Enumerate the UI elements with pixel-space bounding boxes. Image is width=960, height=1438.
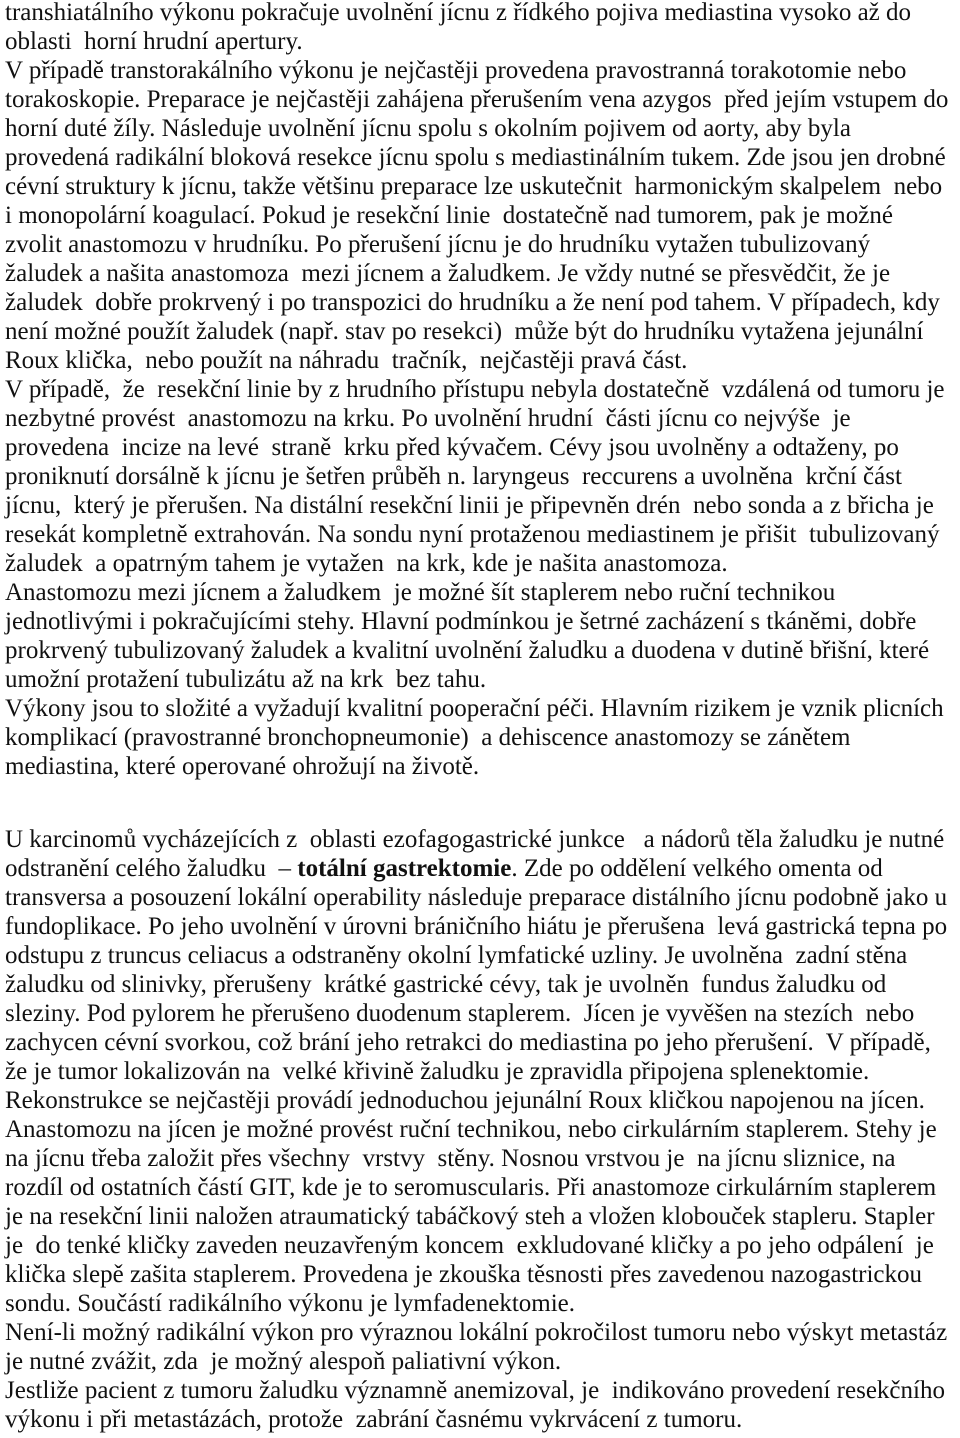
section-gastrectomy-text [5, 825, 960, 1434]
text-segment: Anastomozu mezi jícnem a žaludkem je možné šít staplerem nebo ruční technikou [5, 579, 836, 606]
paragraph [5, 0, 960, 56]
text-line [5, 999, 960, 1028]
text-line [5, 1057, 960, 1086]
text-segment: je nutné zvážit, zda je možný alespoň paliativní výkon. [5, 1348, 562, 1375]
text-segment: provedena incize na levé straně krku před kývačem. Cévy jsou uvolněny a odtaženy, po [5, 434, 899, 461]
text-line [5, 0, 960, 27]
text-line [5, 404, 960, 433]
text-segment: je na resekční linii naložen atraumatický tabáčkový steh a vložen klobouček stapleru. Stapler [5, 1203, 935, 1230]
text-segment: provedená radikální bloková resekce jícnu spolu s mediastinálním tukem. Zde jsou jen drobné [5, 144, 946, 171]
text-line [5, 317, 960, 346]
text-segment: Rekonstrukce se nejčastěji provádí jednoduchou jejunální Roux kličkou napojenou na jícen. [5, 1087, 925, 1114]
bold-term: totální gastrektomie [297, 855, 512, 882]
text-segment: cévní struktury k jícnu, takže většinu preparace lze uskutečnit harmonickým skalpelem nebo [5, 173, 943, 200]
text-segment: je do tenké kličky zaveden neuzavřeným koncem exkludované kličky a po jeho odpálení je [5, 1232, 934, 1259]
text-line [5, 1144, 960, 1173]
text-segment: sleziny. Pod pylorem he přerušeno duodenum staplerem. Jícen je vyvěšen na stezích nebo [5, 1000, 915, 1027]
text-segment: Výkony jsou to složité a vyžadují kvalitní pooperační péči. Hlavním rizikem je vznik plicních [5, 695, 944, 722]
text-line [5, 85, 960, 114]
text-line [5, 230, 960, 259]
text-line [5, 549, 960, 578]
text-line [5, 665, 960, 694]
text-segment: i monopolární koagulací. Pokud je resekční linie dostatečně nad tumorem, pak je možné [5, 202, 893, 229]
text-segment: zvolit anastomozu v hrudníku. Po přerušení jícnu je do hrudníku vytažen tubulizovaný [5, 231, 871, 258]
text-segment: mediastina, které operované ohrožují na životě. [5, 753, 480, 780]
text-segment: torakoskopie. Preparace je nejčastěji zahájena přerušením vena azygos před jejím vstupem do [5, 86, 949, 113]
text-line [5, 1318, 960, 1347]
text-segment: klička slepě zašita staplerem. Provedena je zkouška těsnosti přes zavedenou nazogastrickou [5, 1261, 923, 1288]
text-line [5, 1260, 960, 1289]
text-line [5, 825, 960, 854]
text-line [5, 520, 960, 549]
text-segment: nezbytné provést anastomozu na krku. Po uvolnění hrudní části jícnu co nejvýše je [5, 405, 851, 432]
paragraph [5, 1318, 960, 1376]
text-line [5, 288, 960, 317]
text-line [5, 259, 960, 288]
text-line [5, 1173, 960, 1202]
text-segment: zachycen cévní svorkou, což brání jeho retrakci do mediastina po jeho přerušení. V případě, [5, 1029, 931, 1056]
paragraph [5, 694, 960, 781]
text-segment: transversa a posouzení lokální operability následuje preparace distálního jícnu podobně jako u [5, 884, 948, 911]
text-segment: horní duté žíly. Následuje uvolnění jícnu spolu s okolním pojivem od aorty, aby byla [5, 115, 851, 142]
text-segment: umožní protažení tubulizátu až na krk bez tahu. [5, 666, 487, 693]
text-segment: . Zde po oddělení velkého omenta od [511, 855, 883, 882]
text-segment: žaludku od slinivky, přerušeny krátké gastrické cévy, tak je uvolněn fundus žaludku od [5, 971, 887, 998]
text-line [5, 27, 960, 56]
text-line [5, 1376, 960, 1405]
text-line [5, 1115, 960, 1144]
text-segment: žaludek a opatrným tahem je vytažen na krk, kde je našita anastomoza. [5, 550, 728, 577]
text-line [5, 346, 960, 375]
paragraph [5, 825, 960, 1318]
text-segment: U karcinomů vycházejících z oblasti ezofagogastrické junkce a nádorů těla žaludku je nutné [5, 826, 945, 853]
text-segment: Roux klička, nebo použít na náhradu tračník, nejčastěji pravá část. [5, 347, 688, 374]
text-line [5, 143, 960, 172]
text-line [5, 578, 960, 607]
text-line [5, 694, 960, 723]
text-line [5, 433, 960, 462]
text-line [5, 491, 960, 520]
text-line [5, 1086, 960, 1115]
text-segment: oblasti horní hrudní apertury. [5, 28, 303, 55]
text-line [5, 1028, 960, 1057]
text-line [5, 723, 960, 752]
text-segment: Jestliže pacient z tumoru žaludku významně anemizoval, je indikováno provedení resekčního [5, 1377, 945, 1404]
text-segment: není možné použít žaludek (např. stav po resekci) může být do hrudníku vytažena jejunální [5, 318, 924, 345]
text-segment: že je tumor lokalizován na velké křivině žaludku je zpravidla připojena splenektomie. [5, 1058, 870, 1085]
text-segment: odstranění celého žaludku – [5, 855, 298, 882]
text-line [5, 375, 960, 404]
paragraph [5, 56, 960, 375]
text-line [5, 752, 960, 781]
text-segment: prokrvený tubulizovaný žaludek a kvalitní uvolnění žaludku a duodena v dutině břišní, které [5, 637, 930, 664]
text-segment: V případě, že resekční linie by z hrudního přístupu nebyla dostatečně vzdálená od tumoru je [5, 376, 945, 403]
text-line [5, 970, 960, 999]
text-segment: transhiatálního výkonu pokračuje uvolnění jícnu z řídkého pojiva mediastina vysoko až do [5, 0, 912, 26]
text-line [5, 1347, 960, 1376]
paragraph [5, 578, 960, 694]
text-line [5, 56, 960, 85]
text-segment: výkonu i při metastázách, protože zabrání časnému vykrvácení z tumoru. [5, 1406, 743, 1433]
text-line [5, 607, 960, 636]
text-segment: odstupu z truncus celiacus a odstraněny okolní lymfatické uzliny. Je uvolněna zadní stěna [5, 942, 908, 969]
text-segment: komplikací (pravostranné bronchopneumonie) a dehiscence anastomozy se zánětem [5, 724, 851, 751]
text-line [5, 201, 960, 230]
text-line [5, 912, 960, 941]
text-line [5, 114, 960, 143]
section-esophagectomy-text [5, 0, 960, 781]
text-segment: rozdíl od ostatních částí GIT, kde je to seromuscularis. Při anastomoze cirkulárním staplerem [5, 1174, 937, 1201]
text-segment: žaludek dobře prokrvený i po transpozici do hrudníku a že není pod tahem. V případech, kdy [5, 289, 940, 316]
text-segment: fundoplikace. Po jeho uvolnění v úrovni bráničního hiátu je přerušena levá gastrická tepna po [5, 913, 948, 940]
text-segment: sondu. Součástí radikálního výkonu je lymfadenektomie. [5, 1290, 576, 1317]
text-line [5, 1289, 960, 1318]
text-line [5, 1405, 960, 1434]
text-line [5, 1231, 960, 1260]
text-segment: proniknutí dorsálně k jícnu je šetřen průběh n. laryngeus reccurens a uvolněna krční část [5, 463, 902, 490]
text-segment: resekát kompletně extrahován. Na sondu nyní protaženou mediastinem je přišit tubulizovaný [5, 521, 940, 548]
text-line [5, 883, 960, 912]
text-segment: Není-li možný radikální výkon pro výraznou lokální pokročilost tumoru nebo výskyt metastáz [5, 1319, 948, 1346]
paragraph [5, 375, 960, 578]
text-line [5, 941, 960, 970]
text-line [5, 1202, 960, 1231]
text-line [5, 636, 960, 665]
text-segment: Anastomozu na jícen je možné provést ruční technikou, nebo cirkulárním staplerem. Stehy je [5, 1116, 937, 1143]
text-segment: jícnu, který je přerušen. Na distální resekční linii je připevněn drén nebo sonda a z břicha je [5, 492, 934, 519]
text-segment: na jícnu třeba založit přes všechny vrstvy stěny. Nosnou vrstvou je na jícnu sliznice, na [5, 1145, 896, 1172]
text-line [5, 854, 960, 883]
paragraph [5, 1376, 960, 1434]
text-segment: jednotlivými i pokračujícími stehy. Hlavní podmínkou je šetrné zacházení s tkáněmi, dobře [5, 608, 917, 635]
text-segment: žaludek a našita anastomoza mezi jícnem a žaludkem. Je vždy nutné se přesvědčit, že je [5, 260, 891, 287]
text-line [5, 462, 960, 491]
text-segment: V případě transtorakálního výkonu je nejčastěji provedena pravostranná torakotomie nebo [5, 57, 907, 84]
text-line [5, 172, 960, 201]
